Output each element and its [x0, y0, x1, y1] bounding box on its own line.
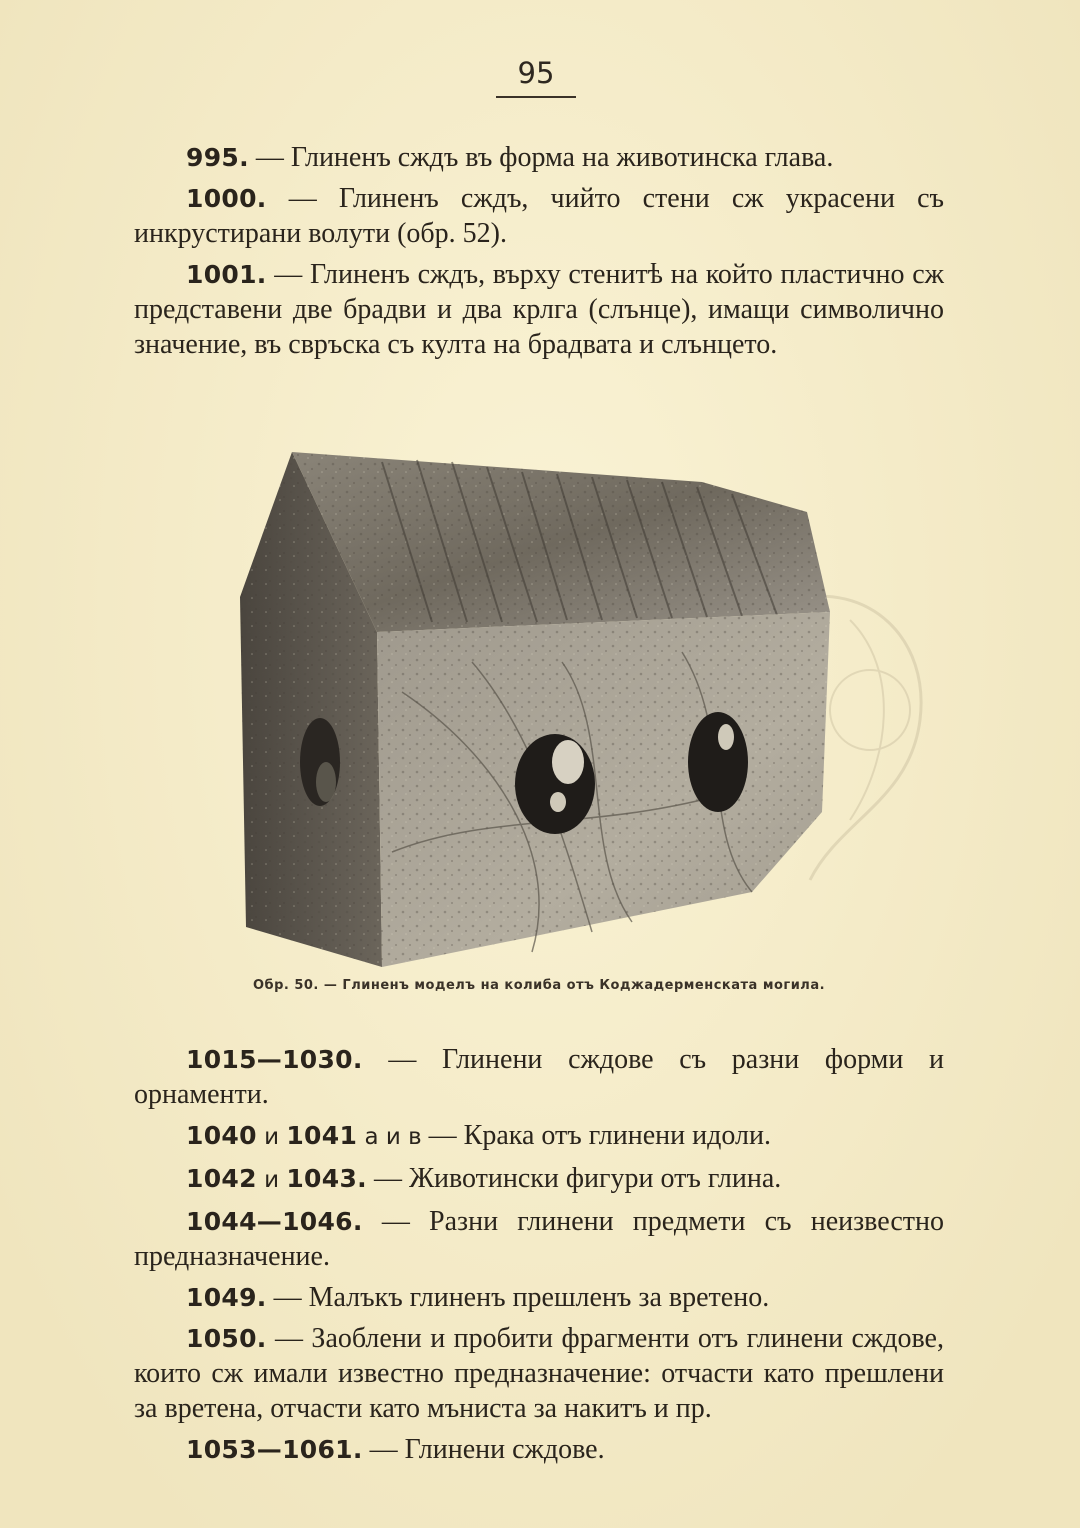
catalog-entry: [134, 140, 944, 175]
entry-variant-letters: а и в: [357, 1124, 422, 1150]
page-number: 95: [496, 56, 576, 98]
catalog-entry: [134, 1321, 944, 1426]
catalog-entry: [134, 181, 944, 251]
entry-text: — Заоблени и пробити фрагменти отъ глинени сждове, които сж имали известно предназначение: отчасти като прешлени за вретена, отчасти като мъниста за накитъ и пр.: [134, 1323, 944, 1424]
entry-text: — Животински фигури отъ глина.: [366, 1163, 782, 1194]
entry-text: — Глинени сждове съ разни форми и орнаменти.: [134, 1044, 944, 1110]
entry-number-second: 1041: [286, 1121, 358, 1150]
bottom-entries: [134, 1042, 944, 1473]
catalog-entry: [134, 1280, 944, 1315]
entry-text: — Глиненъ сждъ, чийто стени сж украсени съ инкрустирани волути (обр. 52).: [134, 183, 944, 249]
catalog-entry: [134, 1161, 944, 1198]
catalog-entry: [134, 257, 944, 362]
entry-number: 1000.: [186, 184, 267, 213]
entry-conjunction: и: [256, 1167, 287, 1193]
entry-number: 1050.: [186, 1324, 267, 1353]
entry-number: 995.: [186, 143, 249, 172]
entry-conjunction: и: [256, 1124, 287, 1150]
catalog-entry: [134, 1042, 944, 1112]
entry-number: 1015—1030.: [186, 1045, 363, 1074]
entry-text: — Глиненъ сждъ, върху стенитѣ на който пластично сж представени две брадви и два крлга (слънце), имащи символично значение, въ свръска съ култа на брадвата и слънцето.: [134, 259, 944, 360]
catalog-entry: [134, 1204, 944, 1274]
entry-number-second: 1043.: [286, 1164, 367, 1193]
entry-number: 1040: [186, 1121, 257, 1150]
entry-number: 1001.: [186, 260, 267, 289]
entry-number: 1053—1061.: [186, 1435, 363, 1464]
entry-text: — Разни глинени предмети съ неизвестно предназначение.: [134, 1206, 944, 1272]
figure-caption: Обр. 50. — Глиненъ моделъ на колиба отъ Коджадерменската могила.: [252, 978, 826, 993]
clay-hut-model-photo: [232, 432, 842, 967]
catalog-entry: [134, 1432, 944, 1467]
entry-number: 1042: [186, 1164, 257, 1193]
top-entries: [134, 140, 944, 368]
entry-text: — Глиненъ сждъ въ форма на животинска глава.: [248, 142, 834, 173]
entry-number: 1049.: [186, 1283, 267, 1312]
entry-number: 1044—1046.: [186, 1207, 363, 1236]
entry-text: — Малъкъ глиненъ прешленъ за вретено.: [266, 1282, 770, 1313]
entry-text: — Глинени сждове.: [362, 1434, 605, 1465]
entry-text: — Крака отъ глинени идоли.: [421, 1120, 771, 1151]
catalog-entry: [134, 1118, 944, 1155]
